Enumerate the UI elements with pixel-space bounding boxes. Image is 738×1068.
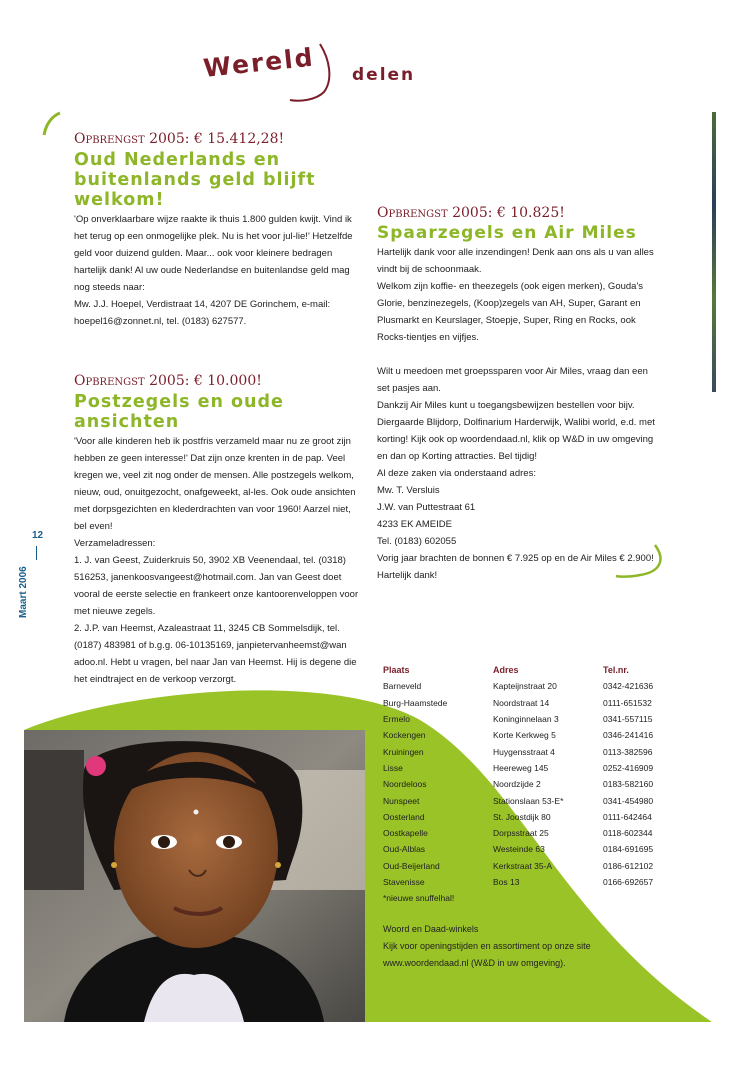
cell-phone: 0186-612102 — [603, 860, 654, 871]
cell-address: Bos 13 — [493, 877, 520, 887]
cell-phone: 0183-582160 — [603, 779, 654, 790]
section-title-delen: delen — [352, 65, 416, 85]
cell-address: Stationslaan 53-E* — [493, 795, 564, 806]
paragraph: Verzameladressen: — [74, 538, 156, 549]
cell-place: Oostkapelle — [383, 828, 428, 839]
cell-place: Kruiningen — [383, 746, 424, 757]
shops-note-title: Woord en Daad-winkels — [383, 924, 479, 934]
table-row — [383, 695, 683, 711]
paragraph: Dankzij Air Miles kunt u toegangsbewijzen bestellen voor bijv. Diergaarde Blijdorp, Dolfinarium Harderwijk, Walibi world, e.d. met korting! Kijk ook op woordendaad.nl, klik op W&D in uw omgeving en dan op Korting attracties. Bel tijdig! — [377, 400, 655, 462]
cell-address: St. Joostdijk 80 — [493, 811, 551, 822]
paragraph: Mw. J.J. Hoepel, Verdistraat 14, 4207 DE Gorinchem, e-mail: hoepel16@zonnet.nl, tel. (0183) 627577. — [74, 299, 331, 327]
girl-photo — [24, 730, 365, 1022]
shops-note-url: www.woordendaad.nl (W&D in uw omgeving). — [383, 958, 566, 968]
table-row — [383, 727, 683, 743]
cell-place: Nunspeet — [383, 795, 420, 806]
table-row — [383, 776, 683, 792]
paragraph: 1. J. van Geest, Zuiderkruis 50, 3902 XB Veenendaal, tel. (0318) 516253, janenkoosvangeest@hotmail.com. Jan van Geest doet vooral de eerste selectie en frankeert onze kantoorenveloppen voor met nieuwe zegels. — [74, 555, 359, 617]
cell-place: Oud-Alblas — [383, 844, 426, 855]
cell-address: Kerkstraat 35-A — [493, 860, 553, 871]
cell-place: Stavenisse — [383, 877, 425, 887]
article-heading: Spaarzegels en Air Miles — [377, 223, 637, 243]
article-kicker: Opbrengst 2005: € 10.825! — [377, 205, 565, 221]
cell-phone: 0113-382596 — [603, 746, 653, 757]
article-postzegels — [74, 373, 364, 688]
cell-place: Lisse — [383, 762, 403, 773]
divider — [36, 546, 37, 560]
article-body — [377, 244, 662, 584]
table-row — [383, 858, 683, 874]
column-header: Adres — [493, 665, 519, 676]
shops-note-line: Kijk voor openingstijden en assortiment op onze site — [383, 941, 591, 951]
page-number: 12 — [32, 530, 44, 541]
article-body — [74, 433, 364, 688]
table-row — [383, 809, 683, 825]
cell-place: Oosterland — [383, 811, 425, 822]
paragraph: 'Op onverklaarbare wijze raakte ik thuis 1.800 gulden kwijt. Vind ik het terug op een onmogelijke plek. Nu is het voor jul-lie!' Hetzelfde geld voor duizend gulden. Maar... ook voor kleinere bedragen hartelijk dank! Al uw oude Nederlandse en buitenlandse geld mag nog steeds naar: — [74, 214, 353, 293]
cell-address: Korte Kerkweg 5 — [493, 730, 556, 741]
paragraph: Al deze zaken via onderstaand adres: — [377, 468, 536, 479]
cell-address: Westeinde 63 — [493, 844, 545, 855]
paragraph: Wilt u meedoen met groepssparen voor Air Miles, vraag dan een set pasjes aan. — [377, 366, 648, 394]
paragraph — [377, 346, 662, 363]
article-spaarzegels — [377, 205, 662, 584]
article-kicker: Opbrengst 2005: € 15.412,28! — [74, 131, 285, 147]
cell-address: Noordstraat 14 — [493, 697, 550, 708]
cell-phone: 0342-421636 — [603, 681, 654, 692]
table-row — [383, 678, 683, 694]
paragraph: 2. J.P. van Heemst, Azaleastraat 11, 3245 CB Sommelsdijk, tel. (0187) 483981 of b.g.g. 06-10135169, janpietervanheemst@wan adoo.nl. Hebt u vragen, bel naar Jan van Heemst. Hij is degene die het eindtraject en de verkoop verzorgt. — [74, 623, 357, 685]
cell-phone: 0111-642464 — [603, 811, 652, 822]
article-body — [74, 211, 364, 330]
paragraph: Vorig jaar brachten de bonnen € 7.925 op en de Air Miles € 2.900! Hartelijk dank! — [377, 553, 654, 581]
address-line: Mw. T. Versluis — [377, 485, 440, 496]
table-header — [383, 662, 683, 678]
paragraph: Hartelijk dank voor alle inzendingen! Denk aan ons als u van alles vindt bij de schoonmaak. — [377, 247, 654, 275]
section-title-wereld: Wereld — [201, 42, 316, 83]
table-row — [383, 760, 683, 776]
cell-phone: 0166-692657 — [603, 877, 654, 887]
article-heading: Oud Nederlands en buitenlands geld blijft welkom! — [74, 150, 316, 210]
column-header: Plaats — [383, 665, 410, 676]
table-row — [383, 825, 683, 841]
cell-place: Oud-Beijerland — [383, 860, 440, 871]
article-oud-geld — [74, 131, 364, 330]
cell-place: Ermelo — [383, 714, 410, 725]
cell-place: Burg-Haamstede — [383, 697, 448, 708]
table-row — [383, 874, 683, 890]
address-line: Tel. (0183) 602055 — [377, 536, 457, 547]
cell-place: Barneveld — [383, 681, 422, 692]
table-row — [383, 841, 683, 857]
paragraph: Welkom zijn koffie- en theezegels (ook eigen merken), Gouda's Glorie, benzinezegels, (Koop)zegels van AH, Super, Garant en Plusmarkt en Keurslager, Stoepje, Super, Ring en Rocks, ook Rocks-tientjes en vijfjes. — [377, 281, 644, 343]
cell-place: Kockengen — [383, 730, 426, 741]
cell-phone: 0118-602344 — [603, 828, 653, 839]
cell-address: Kapteijnstraat 20 — [493, 681, 557, 692]
cell-phone: 0341-454980 — [603, 795, 654, 806]
table-row — [383, 711, 683, 727]
article-kicker: Opbrengst 2005: € 10.000! — [74, 373, 262, 389]
cell-phone: 0184-691695 — [603, 844, 654, 855]
footnote-text: *nieuwe snuffelhal! — [383, 893, 455, 904]
table-row — [383, 792, 683, 808]
cell-address: Koninginnelaan 3 — [493, 714, 559, 725]
cell-place: Noordeloos — [383, 779, 427, 790]
paragraph: 'Voor alle kinderen heb ik postfris verzameld maar nu ze groot zijn hebben ze geen interesse!' Dat zijn onze krenten in de pap. Veel kregen we, veel zit nog onder de mensen. Alle postzegels welkom, nieuw, oud, onuitgezocht, onafgeweekt, al-les. Ook oude ansichten met dorpsgezichten en klederdrachten van voor 1960! Aarzel niet, bel even! — [74, 436, 356, 532]
edge-photo-strip — [712, 112, 716, 392]
shop-table — [383, 662, 683, 906]
column-header: Tel.nr. — [603, 665, 629, 676]
cell-address: Heereweg 145 — [493, 762, 549, 773]
address-line: 4233 EK AMEIDE — [377, 519, 452, 530]
table-footnote — [383, 890, 683, 906]
cell-phone: 0346-241416 — [603, 730, 654, 741]
cell-address: Noordzijde 2 — [493, 779, 541, 790]
article-heading: Postzegels en oude ansichten — [74, 392, 284, 432]
cell-phone: 0111-651532 — [603, 697, 652, 708]
cell-phone: 0252-416909 — [603, 762, 654, 773]
cell-address: Dorpsstraat 25 — [493, 828, 549, 839]
table-row — [383, 743, 683, 759]
address-line: J.W. van Puttestraat 61 — [377, 502, 476, 513]
cell-phone: 0341-557115 — [603, 714, 653, 725]
cell-address: Huygensstraat 4 — [493, 746, 555, 757]
shops-note — [383, 921, 591, 972]
issue-month: Maart 2006 — [18, 566, 29, 618]
